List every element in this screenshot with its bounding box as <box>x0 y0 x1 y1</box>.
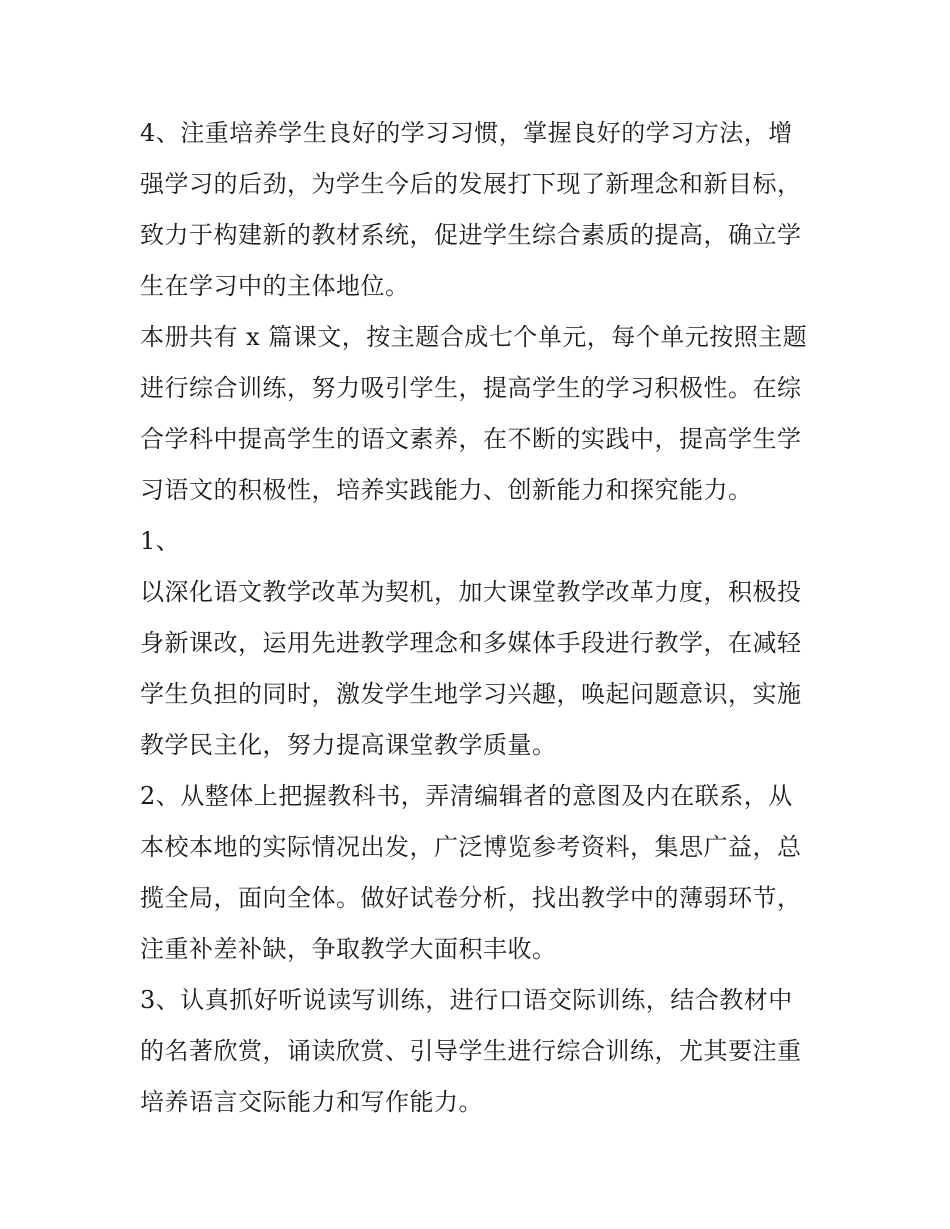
document-body <box>140 108 820 1128</box>
text-line: 揽全局，面向全体。做好试卷分析，找出教学中的薄弱环节， <box>140 884 802 912</box>
text-line: 4、注重培养学生良好的学习习惯，掌握良好的学习方法，增 <box>140 119 793 147</box>
text-line: 合学科中提高学生的语文素养，在不断的实践中，提高学生学 <box>140 425 802 453</box>
text-line: 生在学习中的主体地位。 <box>140 272 410 300</box>
text-line: 1、 <box>140 527 181 555</box>
text-line: 2、从整体上把握教科书，弄清编辑者的意图及内在联系，从 <box>140 782 793 810</box>
paragraph-textbook-overview <box>140 312 820 516</box>
paragraph-item-2 <box>140 771 820 975</box>
text-line: 的名著欣赏，诵读欣赏、引导学生进行综合训练，尤其要注重 <box>140 1037 802 1065</box>
text-line: 以深化语文教学改革为契机，加大课堂教学改革力度，积极投 <box>140 578 802 606</box>
paragraph-habits <box>140 108 820 312</box>
text-line: 学生负担的同时，激发学生地学习兴趣，唤起问题意识，实施 <box>140 680 802 708</box>
paragraph-teaching-reform <box>140 567 820 771</box>
text-line: 培养语言交际能力和写作能力。 <box>140 1088 483 1116</box>
text-line: 3、认真抓好听说读写训练，进行口语交际训练，结合教材中 <box>140 986 793 1014</box>
text-line: 致力于构建新的教材系统，促进学生综合素质的提高，确立学 <box>140 221 802 249</box>
paragraph-item-number-1 <box>140 516 820 567</box>
text-line: 习语文的积极性，培养实践能力、创新能力和探究能力。 <box>140 476 753 504</box>
text-line: 注重补差补缺，争取教学大面积丰收。 <box>140 935 557 963</box>
text-line: 身新课改，运用先进教学理念和多媒体手段进行教学，在减轻 <box>140 629 802 657</box>
text-line: 强学习的后劲，为学生今后的发展打下现了新理念和新目标， <box>140 170 802 198</box>
text-line: 本校本地的实际情况出发，广泛博览参考资料，集思广益，总 <box>140 833 802 861</box>
text-line: 本册共有 x 篇课文，按主题合成七个单元，每个单元按照主题 <box>140 323 808 351</box>
paragraph-item-3 <box>140 975 820 1128</box>
text-line: 教学民主化，努力提高课堂教学质量。 <box>140 731 557 759</box>
text-line: 进行综合训练，努力吸引学生，提高学生的学习积极性。在综 <box>140 374 802 402</box>
